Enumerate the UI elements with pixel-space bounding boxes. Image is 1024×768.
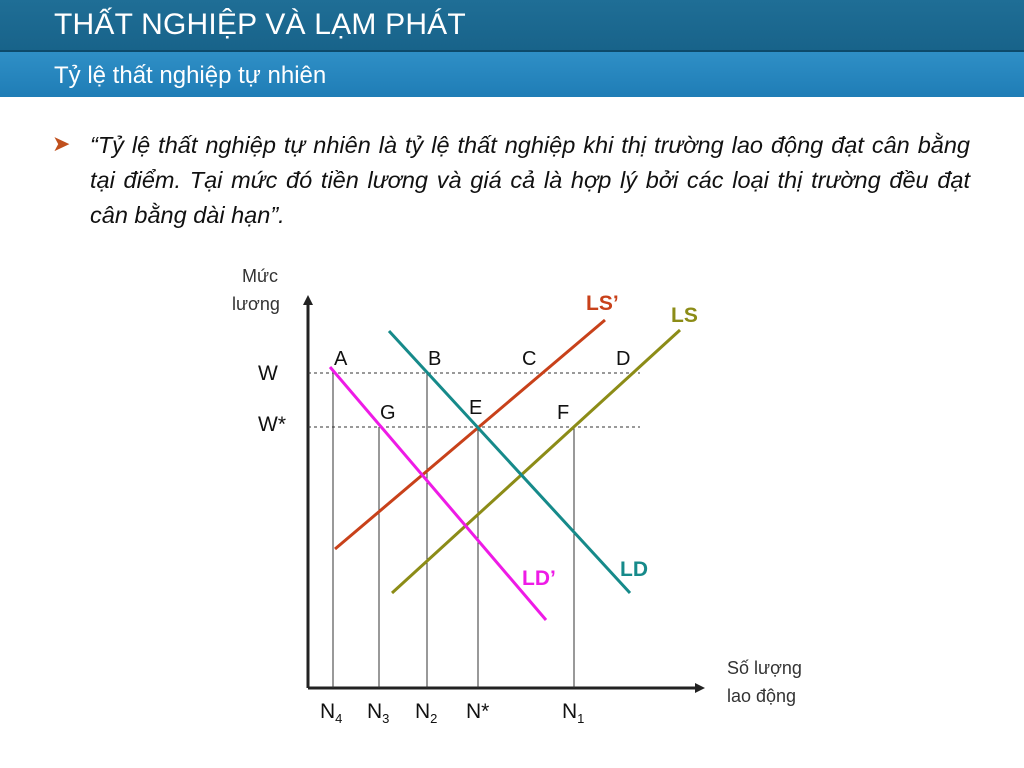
point-d-label: D <box>616 348 631 370</box>
definition-quote: “Tỷ lệ thất nghiệp tự nhiên là tỷ lệ thất nghiệp khi thị trường lao động đạt cân bằng tại điểm. Tại mức đó tiền lương và giá cả là hợp lý bởi các loại thị trường đều đạt cân bằng dài hạn”. <box>90 132 970 228</box>
tick-nstar: N* <box>466 700 490 723</box>
point-f-label: F <box>557 402 570 424</box>
arrow-bullet-icon: ➤ <box>52 131 71 156</box>
y-axis-label-line2: lương <box>232 294 280 314</box>
ls-prime-label: LS’ <box>586 292 619 315</box>
x-axis-label-line2: lao động <box>727 686 797 706</box>
point-g-label: G <box>380 402 396 424</box>
y-axis-label-line1: Mức <box>242 266 279 286</box>
tick-n1: $N_1$ <box>562 700 585 726</box>
ls-label: LS <box>671 304 698 327</box>
tick-n4: $N_4$ <box>320 700 343 726</box>
point-a-label: A <box>334 348 348 370</box>
point-e-label: E <box>469 397 483 419</box>
point-b-label: B <box>428 348 442 370</box>
ld-prime-curve <box>330 367 546 620</box>
wage-w-label: W <box>258 362 278 385</box>
tick-n3: $N_3$ <box>367 700 390 726</box>
slide-title: THẤT NGHIỆP VÀ LẠM PHÁT <box>54 8 466 41</box>
slide-subtitle: Tỷ lệ thất nghiệp tự nhiên <box>54 62 327 89</box>
point-c-label: C <box>522 348 537 370</box>
wage-wstar-label: W* <box>258 413 286 436</box>
tick-n2: $N_2$ <box>415 700 438 726</box>
ld-label: LD <box>620 558 648 581</box>
x-axis-label-line1: Số lượng <box>727 658 802 678</box>
ld-curve <box>389 331 630 593</box>
ld-prime-label: LD’ <box>522 567 556 590</box>
